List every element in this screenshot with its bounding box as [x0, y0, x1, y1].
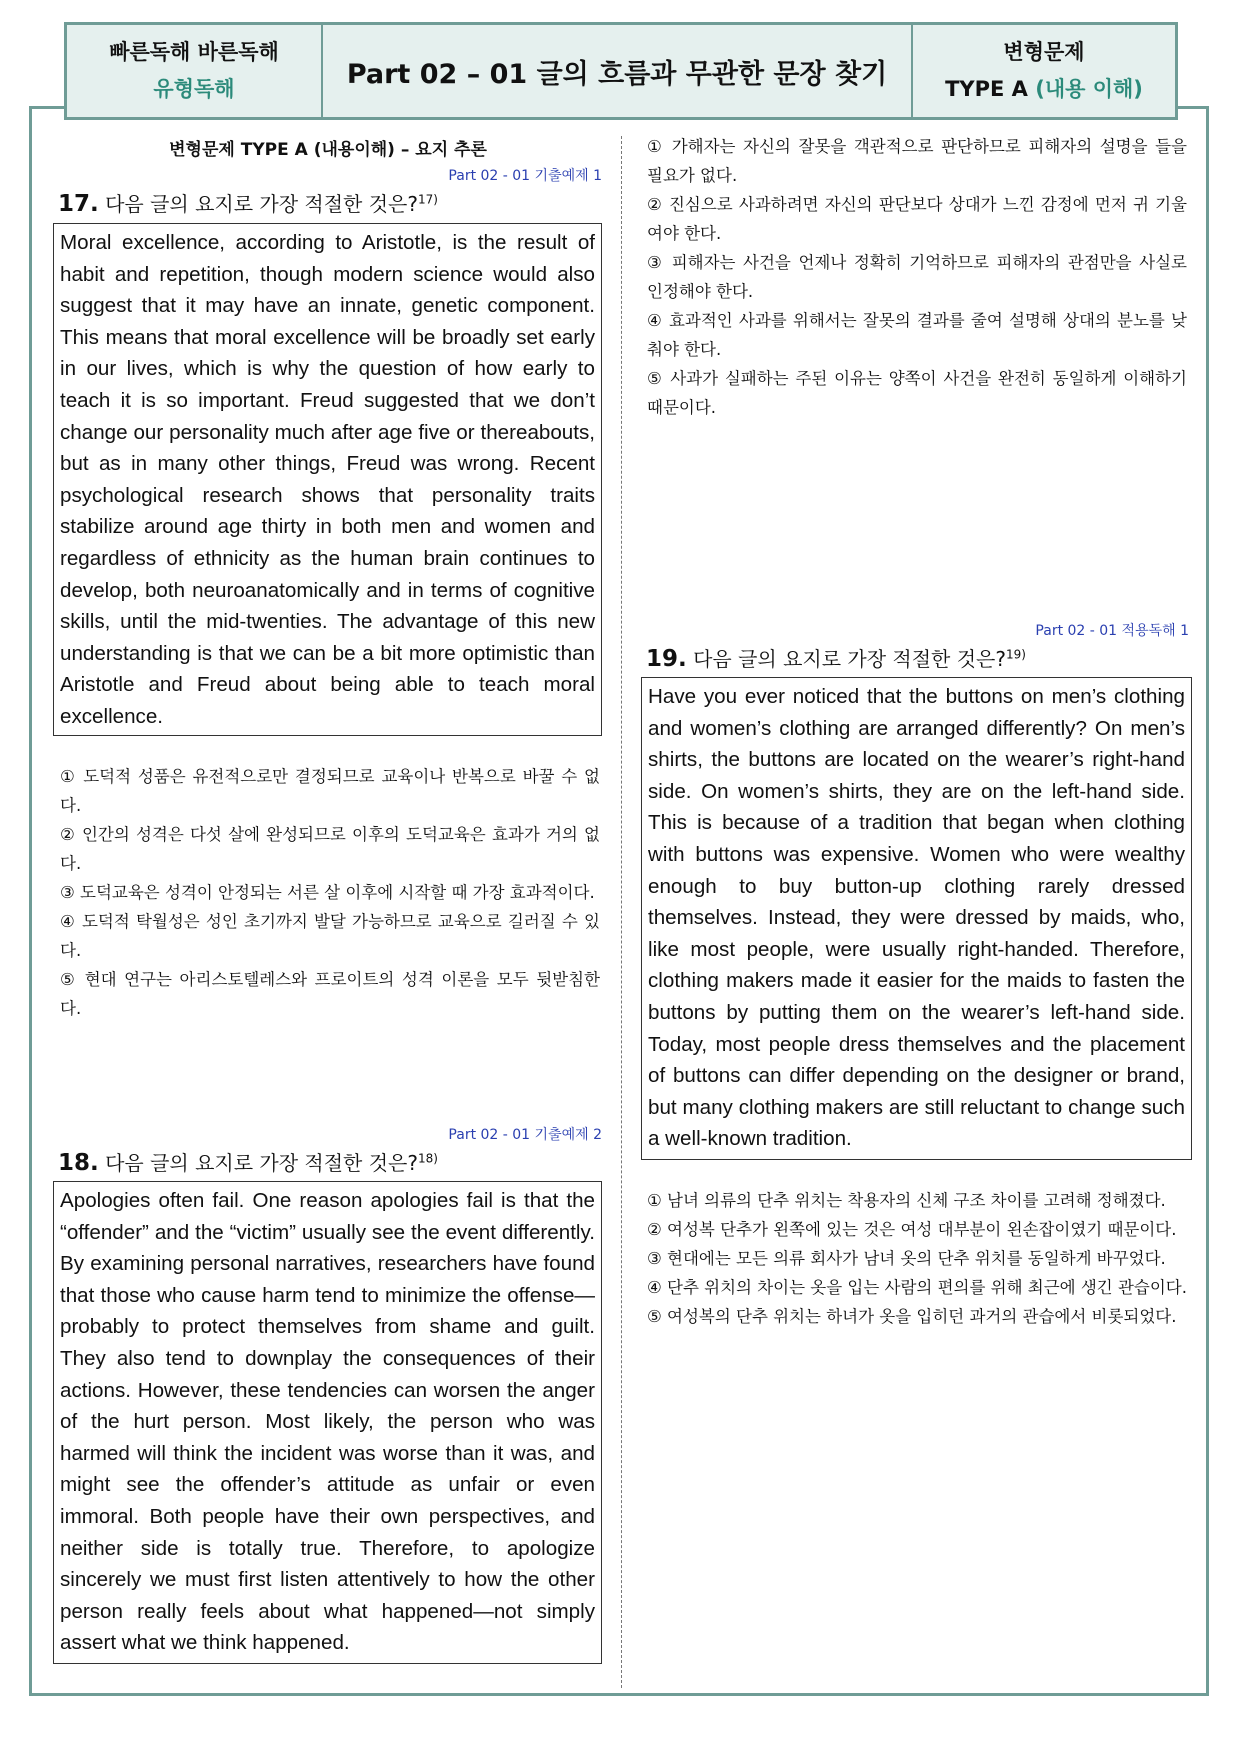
- q17-option-5[interactable]: ⑤ 현대 연구는 아리스토텔레스와 프로이트의 성격 이론을 모두 뒷받침한다.: [60, 970, 600, 1018]
- page-header: [64, 22, 1178, 120]
- q17-footnote: 17): [418, 192, 438, 207]
- q19-number: 19.: [646, 646, 687, 672]
- q19-footnote: 19): [1006, 647, 1026, 662]
- q17-option-4[interactable]: ④ 도덕적 탁월성은 성인 초기까지 발달 가능하므로 교육으로 길러질 수 있다.: [60, 912, 600, 960]
- q19-passage: Have you ever noticed that the buttons on men’s clothing and women’s clothing are arranged differently? On men’s shirts, the buttons are located on the wearer’s right-hand side. On women’s shirts, they are on the left-hand side. This is because of a tradition that began when clothing with buttons was expensive. Women who were wealthy enough to buy button-up clothing rarely dressed themselves. Instead, they were dressed by maids, who, like most people, were usually right-handed. Therefore, clothing makers made it easier for the maids to fasten the buttons by putting them on the wearer’s left-hand side. Today, most people dress themselves and the placement of buttons can differ depending on the designer or brand, but many clothing makers are still reluctant to change such a well-known tradition.: [641, 677, 1192, 1160]
- q18-option-4[interactable]: ④ 효과적인 사과를 위해서는 잘못의 결과를 줄여 설명해 상대의 분노를 낮춰야 한다.: [647, 311, 1187, 359]
- q18-option-3[interactable]: ③ 피해자는 사건을 언제나 정확히 기억하므로 피해자의 관점만을 사실로 인정해야 한다.: [647, 253, 1187, 301]
- header-book-title: [67, 25, 323, 117]
- q19-option-4[interactable]: ④ 단추 위치의 차이는 옷을 입는 사람의 편의를 위해 최근에 생긴 관습이다.: [647, 1278, 1187, 1297]
- header-series-name: 빠른독해 바른독해: [109, 40, 279, 64]
- header-book-type: 유형독해: [153, 77, 235, 101]
- q19-source: Part 02 - 01 적용독해 1: [1035, 623, 1189, 639]
- q17-passage: Moral excellence, according to Aristotle, is the result of habit and repetition, though modern science would also suggest that it may have an innate, genetic component. This means that moral excellence will be broadly set early in our lives, which is why the question of how early to teach it is so important. Freud suggested that we don’t change our personality much after age five or thereabouts, but as in many other things, Freud was wrong. Recent psychological research shows that personality traits stabilize around age thirty in both men and women and regardless of ethnicity as the human brain continues to develop, both neuroanatomically and in terms of cognitive skills, until the mid-twenties. The advantage of this new understanding is that we can be a bit more optimistic than Aristotle and Freud about being able to teach moral excellence.: [53, 223, 602, 736]
- q18-source: Part 02 - 01 기출예제 2: [448, 1127, 602, 1143]
- header-variant-label: 변형문제: [1003, 40, 1085, 64]
- q17-source: Part 02 - 01 기출예제 1: [448, 168, 602, 184]
- q19-option-3[interactable]: ③ 현대에는 모든 의류 회사가 남녀 옷의 단추 위치를 동일하게 바꾸었다.: [647, 1249, 1166, 1268]
- header-type-label: TYPE A (내용 이해): [945, 77, 1143, 101]
- q18-question: [58, 1147, 603, 1176]
- q18-passage: Apologies often fail. One reason apologies fail is that the “offender” and the “victim” usually see the event differently. By examining personal narratives, researchers have found that those who cause harm tend to minimize the offense—probably to protect themselves from shame and guilt. They also tend to downplay the consequences of their actions. However, these tendencies can worsen the anger of the hurt person. Most likely, the person who was harmed will think the incident was worse than it was, and might see the offender’s attitude as unfair or even immoral. Both people have their own perspectives, and neither side is totally true. Therefore, to apologize sincerely we must first listen attentively to how the other person really feels about what happened—not simply assert what we think happened.: [53, 1181, 602, 1664]
- q19-options: [647, 1186, 1187, 1331]
- q19-question-text: 다음 글의 요지로 가장 적절한 것은?: [686, 647, 1006, 671]
- q18-number: 18.: [58, 1150, 99, 1176]
- q19-option-5[interactable]: ⑤ 여성복의 단추 위치는 하녀가 옷을 입히던 과거의 관습에서 비롯되었다.: [647, 1307, 1177, 1326]
- header-unit-title: Part 02 – 01 글의 흐름과 무관한 문장 찾기: [323, 25, 913, 117]
- q17-options: [60, 762, 600, 1023]
- q19-question: [646, 643, 1191, 672]
- section-title: 변형문제 TYPE A (내용이해) – 요지 추론: [169, 140, 487, 160]
- q17-question: [58, 188, 603, 217]
- q18-option-2[interactable]: ② 진심으로 사과하려면 자신의 판단보다 상대가 느낀 감정에 먼저 귀 기울여야 한다.: [647, 195, 1187, 243]
- q18-option-1[interactable]: ① 가해자는 자신의 잘못을 객관적으로 판단하므로 피해자의 설명을 들을 필요가 없다.: [647, 137, 1187, 185]
- q17-question-text: 다음 글의 요지로 가장 적절한 것은?: [98, 192, 418, 216]
- q18-option-5[interactable]: ⑤ 사과가 실패하는 주된 이유는 양쪽이 사건을 완전히 동일하게 이해하기 때문이다.: [647, 369, 1187, 417]
- q17-option-1[interactable]: ① 도덕적 성품은 유전적으로만 결정되므로 교육이나 반복으로 바꿀 수 없다.: [60, 767, 600, 815]
- header-problem-type: [913, 25, 1175, 117]
- q17-number: 17.: [58, 191, 99, 217]
- q17-option-2[interactable]: ② 인간의 성격은 다섯 살에 완성되므로 이후의 도덕교육은 효과가 거의 없다.: [60, 825, 600, 873]
- q19-option-1[interactable]: ① 남녀 의류의 단추 위치는 착용자의 신체 구조 차이를 고려해 정해졌다.: [647, 1191, 1166, 1210]
- column-divider: [621, 136, 622, 1688]
- q18-footnote: 18): [418, 1151, 438, 1166]
- q18-question-text: 다음 글의 요지로 가장 적절한 것은?: [98, 1151, 418, 1175]
- q18-options: [647, 132, 1187, 422]
- q19-option-2[interactable]: ② 여성복 단추가 왼쪽에 있는 것은 여성 대부분이 왼손잡이였기 때문이다.: [647, 1220, 1177, 1239]
- q17-option-3[interactable]: ③ 도덕교육은 성격이 안정되는 서른 살 이후에 시작할 때 가장 효과적이다.: [60, 883, 595, 902]
